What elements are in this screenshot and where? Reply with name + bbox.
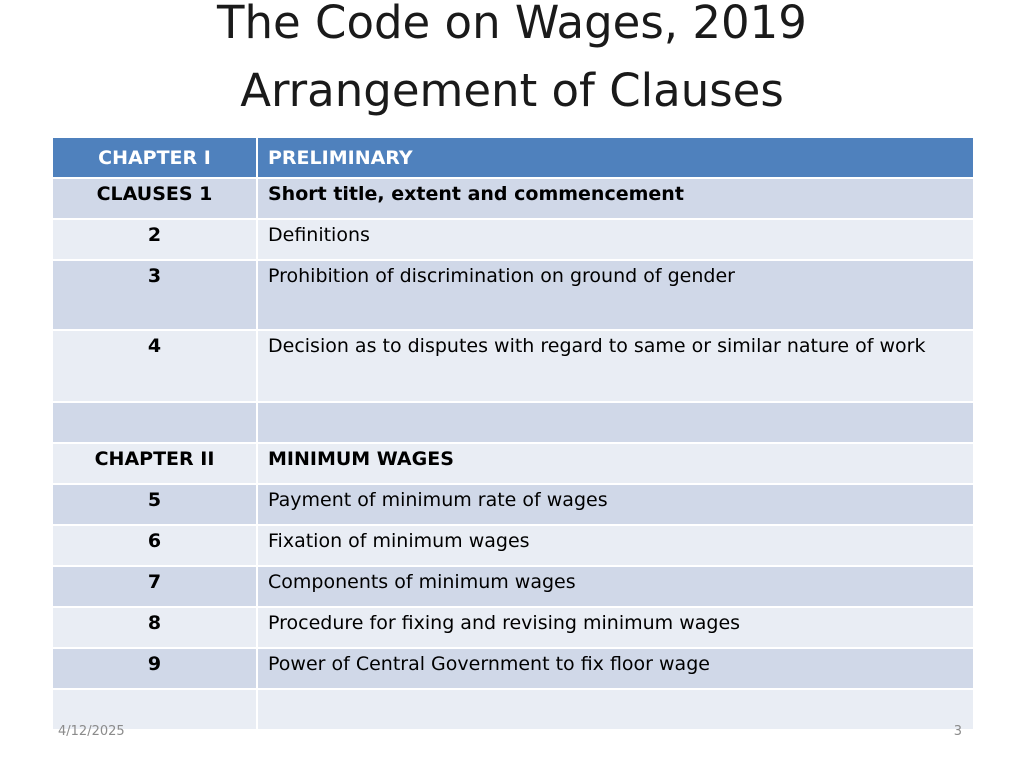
- table-row: [52, 260, 974, 330]
- clause-title: [257, 402, 974, 443]
- chapter-title: MINIMUM WAGES: [257, 443, 974, 484]
- clause-number: 6: [52, 525, 257, 566]
- table-row: [52, 648, 974, 689]
- clause-title: [257, 689, 974, 730]
- table-row-empty: [52, 689, 974, 730]
- table-row-empty: [52, 402, 974, 443]
- title-line-1: The Code on Wages, 2019: [217, 0, 807, 49]
- chapter-label: CHAPTER I: [52, 137, 257, 178]
- clause-title: Prohibition of discrimination on ground of gender: [257, 260, 974, 330]
- clause-title: Procedure for fixing and revising minimum wages: [257, 607, 974, 648]
- table-row: [52, 566, 974, 607]
- table-row: [52, 178, 974, 219]
- clause-number: [52, 402, 257, 443]
- clause-number: 4: [52, 330, 257, 402]
- clause-number: 8: [52, 607, 257, 648]
- slide-title: [0, 0, 1024, 125]
- clause-title: Payment of minimum rate of wages: [257, 484, 974, 525]
- footer-date: 4/12/2025: [58, 724, 125, 739]
- chapter-label: CHAPTER II: [52, 443, 257, 484]
- clause-number: 7: [52, 566, 257, 607]
- page-number: 3: [953, 724, 962, 739]
- chapter-title: PRELIMINARY: [257, 137, 974, 178]
- clause-title: Power of Central Government to fix floor wage: [257, 648, 974, 689]
- table-row: [52, 607, 974, 648]
- clause-title: Components of minimum wages: [257, 566, 974, 607]
- clause-number: 2: [52, 219, 257, 260]
- clauses-table: [51, 136, 975, 731]
- clause-number: 9: [52, 648, 257, 689]
- clause-title: Short title, extent and commencement: [257, 178, 974, 219]
- table-row: [52, 525, 974, 566]
- clause-number: 5: [52, 484, 257, 525]
- title-line-2: Arrangement of Clauses: [240, 64, 784, 117]
- table-header-row: [52, 137, 974, 178]
- clause-title: Fixation of minimum wages: [257, 525, 974, 566]
- clause-number: 3: [52, 260, 257, 330]
- clause-title: Decision as to disputes with regard to same or similar nature of work: [257, 330, 974, 402]
- table-row-chapter: [52, 443, 974, 484]
- table-row: [52, 330, 974, 402]
- table-row: [52, 484, 974, 525]
- table-row: [52, 219, 974, 260]
- clause-number: CLAUSES 1: [52, 178, 257, 219]
- clause-title: Definitions: [257, 219, 974, 260]
